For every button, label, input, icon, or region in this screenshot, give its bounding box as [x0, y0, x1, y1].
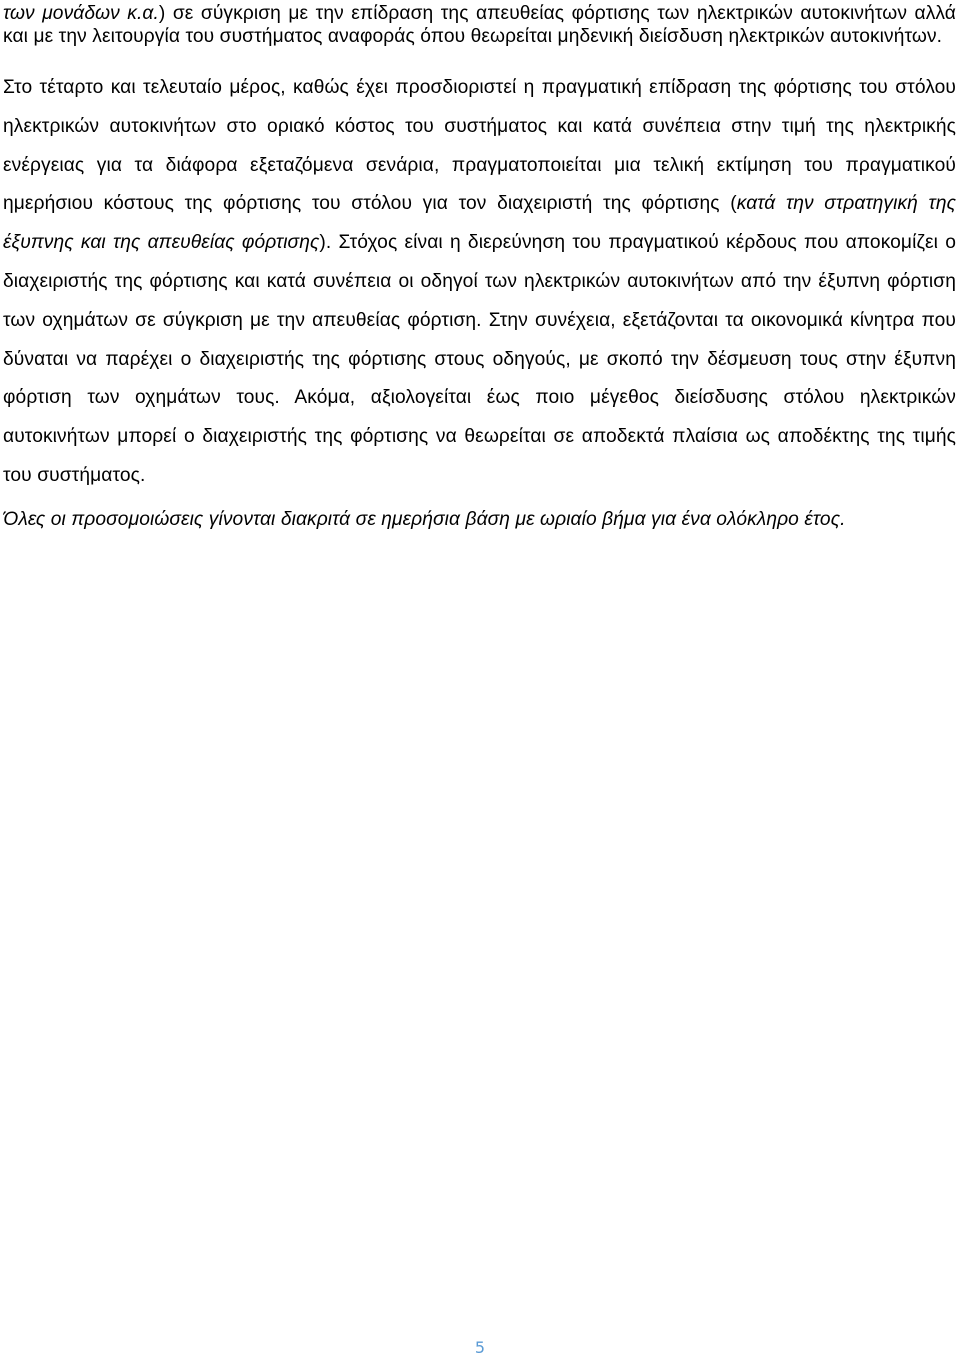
italic-run: των μονάδων κ.α.: [3, 3, 159, 24]
text-run: ) σε σύγκριση με την επίδραση της απευθείας φόρτισης των ηλεκτρικών αυτοκινήτων αλλά και με την λειτουργία του συστήματος αναφοράς όπου θεωρείται μηδενική διείσδυση ηλεκτρικών αυτοκινήτων.: [3, 3, 957, 47]
text-run: Στο τέταρτο και τελευταίο μέρος, καθώς έχει προσδιοριστεί η πραγματική επίδραση της φόρτισης του στόλου ηλεκτρικών αυτοκινήτων στο οριακό κόστος του συστήματος και κατά συνέπεια στην τιμή της ηλεκτρικής ενέργειας για τα διάφορα εξεταζόμενα σενάρια, πραγματοποιείται μια τελική εκτίμηση του πραγματικού ημερήσιου κόστους της φόρτισης του στόλου για τον διαχειριστή της φόρτισης (: [3, 77, 956, 215]
document-body: [3, 0, 956, 539]
paragraph-simulations-note: Όλες οι προσομοιώσεις γίνονται διακριτά σε ημερήσια βάση με ωριαίο βήμα για ένα ολόκληρο έτος.: [3, 508, 846, 530]
paragraph-continuation: [3, 0, 956, 48]
text-run: ). Στόχος είναι η διερεύνηση του πραγματικού κέρδους που αποκομίζει ο διαχειριστής της φόρτισης και κατά συνέπεια οι οδηγοί των ηλεκτρικών αυτοκινήτων από την έξυπνη φόρτιση των οχημάτων σε σύγκριση με την απευθείας φόρτιση. Στην συνέχεια, εξετάζονται τα οικονομικά κίνητρα που δύναται να παρέχει ο διαχειριστής της φόρτισης στους οδηγούς, με σκοπό την δέσμευση τους στην έξυπνη φόρτιση των οχημάτων τους. Ακόμα, αξιολογείται έως ποιο μέγεθος διείσδυσης στόλου ηλεκτρικών αυτοκινήτων μπορεί ο διαχειριστής της φόρτισης να θεωρείται σε αποδεκτά πλαίσια ως αποδέκτης της τιμής του συστήματος.: [3, 232, 956, 486]
paragraph-fourth-part: [3, 69, 956, 496]
page-number: 5: [474, 1338, 486, 1357]
italic-run: κατά την στρατηγική της έξυπνης και της απευθείας φόρτισης: [3, 193, 957, 254]
